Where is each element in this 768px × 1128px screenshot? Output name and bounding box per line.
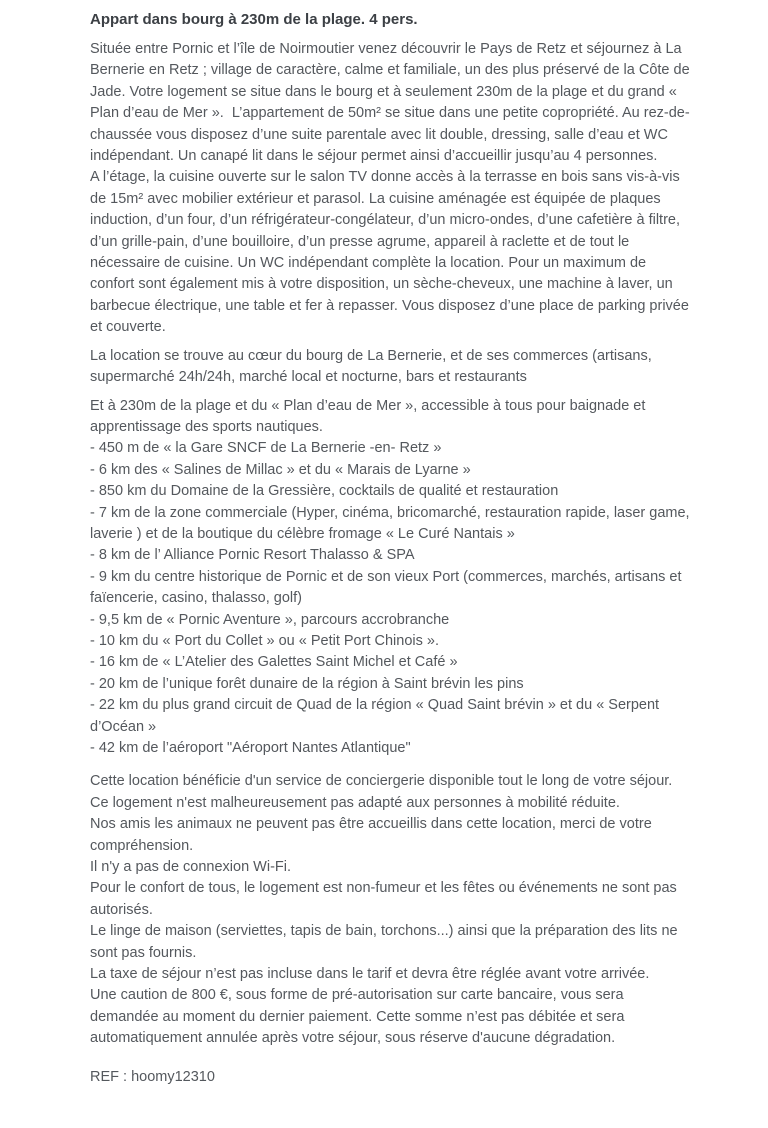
description-upper-floor: A l’étage, la cuisine ouverte sur le salon TV donne accès à la terrasse en bois sans vis-à-vis de 15m² avec mobilier extérieur et parasol. La cuisine aménagée est équipée de plaques induction, d’un four, d’un réfrigérateur-congélateur, d’un micro-ondes, d’une cafetière à filtre, d’un grille-pain, d’une bouilloire, d’un presse agrume, appareil à raclette et de tout le nécessaire de cuisine. Un WC indépendant complète la location. Pour un maximum de confort sont également mis à votre disposition, un sèche-cheveux, une machine à laver, un barbecue électrique, une table et fer à repasser. Vous disposez d’une place de parking privée et couverte.: [90, 169, 693, 336]
distance-item: - 10 km du « Port du Collet » ou « Petit Port Chinois ».: [90, 632, 439, 649]
condition-item: Il n'y a pas de connexion Wi-Fi.: [90, 859, 292, 876]
distance-item: - 22 km du plus grand circuit de Quad de la région « Quad Saint brévin » et du « Serpent d’Océan »: [90, 697, 664, 735]
description-ground-floor: Située entre Pornic et l’île de Noirmoutier venez découvrir le Pays de Retz et séjournez à La Bernerie en Retz ; village de caractère, calme et familiale, un des plus préservé de la Côte de Jade. Votre logement se situe dans le bourg et à seulement 230m de la plage et du grand « Plan d’eau de Mer ». L’appartement de 50m² se situe dans une petite copropriété. Au rez-de-chaussée vous disposez d’une suite parentale avec lit double, dressing, salle d’eau et WC indépendant. Un canapé lit dans le séjour permet ainsi d’accueillir jusqu’au 4 personnes.: [90, 41, 694, 165]
condition-item: Pour le confort de tous, le logement est non-fumeur et les fêtes ou événements ne sont pas autorisés.: [90, 880, 681, 918]
distance-item: - 6 km des « Salines de Millac » et du « Marais de Lyarne »: [90, 461, 471, 478]
condition-item: Nos amis les animaux ne peuvent pas être accueillis dans cette location, merci de votre compréhension.: [90, 816, 656, 854]
distance-item: - 9,5 km de « Pornic Aventure », parcours accrobranche: [90, 611, 450, 628]
condition-item: Cette location bénéficie d'un service de conciergerie disponible tout le long de votre séjour.: [90, 773, 673, 790]
distance-item: - 450 m de « la Gare SNCF de La Bernerie -en- Retz »: [90, 440, 442, 457]
reference-code: REF : hoomy12310: [90, 1068, 215, 1085]
listing-title: Appart dans bourg à 230m de la plage. 4 pers.: [90, 11, 418, 28]
distance-item: - 20 km de l’unique forêt dunaire de la région à Saint brévin les pins: [90, 675, 524, 692]
condition-item: La taxe de séjour n’est pas incluse dans le tarif et devra être réglée avant votre arrivée.: [90, 966, 650, 983]
distance-item: - 16 km de « L’Atelier des Galettes Saint Michel et Café »: [90, 654, 458, 671]
condition-item: Le linge de maison (serviettes, tapis de bain, torchons...) ainsi que la préparation des lits ne sont pas fournis.: [90, 923, 682, 961]
distance-item: - 9 km du centre historique de Pornic et de son vieux Port (commerces, marchés, artisans et faïencerie, casino, thalasso, golf): [90, 568, 686, 607]
distance-item: - 42 km de l’aéroport "Aéroport Nantes Atlantique": [90, 740, 411, 756]
distance-item: - 850 km du Domaine de la Gressière, cocktails de qualité et restauration: [90, 483, 559, 500]
condition-item: Ce logement n'est malheureusement pas adapté aux personnes à mobilité réduite.: [90, 794, 620, 811]
condition-item: Une caution de 800 €, sous forme de pré-autorisation sur carte bancaire, vous sera demandée au moment du dernier paiement. Cette somme n’est pas débitée et sera automatiquement annulée après votre séjour, sous réserve d'aucune dégradation.: [90, 987, 629, 1047]
surroundings-intro: Et à 230m de la plage et du « Plan d’eau de Mer », accessible à tous pour baignade et apprentissage des sports nautiques.: [90, 397, 650, 435]
distance-item: - 7 km de la zone commerciale (Hyper, cinéma, bricomarché, restauration rapide, laser game, laverie ) et de la boutique du célèbre fromage « Le Curé Nantais »: [90, 504, 694, 542]
location-paragraph: La location se trouve au cœur du bourg de La Bernerie, et de ses commerces (artisans, supermarché 24h/24h, marché local et nocturne, bars et restaurants: [90, 347, 656, 386]
distance-item: - 8 km de l’ Alliance Pornic Resort Thalasso & SPA: [90, 547, 415, 564]
